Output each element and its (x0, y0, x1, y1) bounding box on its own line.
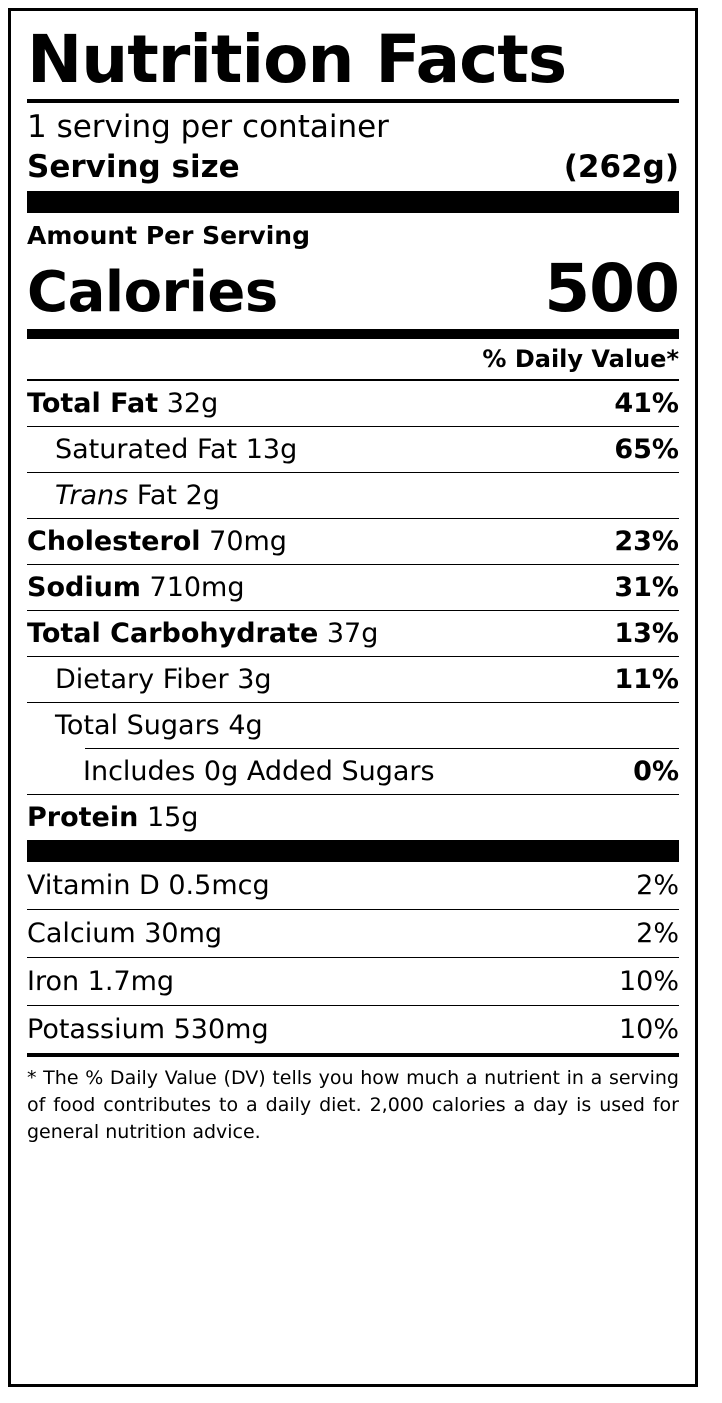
nutrient-amount: Fat 2g (128, 479, 220, 511)
nutrient-row (27, 702, 679, 748)
vitamin-daily-value: 2% (636, 869, 679, 901)
nutrient-daily-value: 31% (614, 571, 679, 603)
calories-label: Calories (27, 259, 278, 325)
vitamin-list (27, 862, 679, 1053)
nutrient-name (27, 710, 263, 741)
servings-per-container: 1 serving per container (27, 109, 389, 145)
vitamin-row (27, 862, 679, 909)
nutrient-name (27, 526, 287, 557)
nutrient-label: Trans (55, 479, 129, 511)
vitamin-daily-value: 10% (618, 965, 679, 997)
serving-size-label: Serving size (27, 148, 240, 185)
nutrient-amount: 32g (158, 387, 219, 419)
nutrient-label: Total Fat (27, 387, 159, 419)
nutrient-name (27, 572, 245, 603)
vitamin-daily-value: 2% (636, 917, 679, 949)
calories-value: 500 (544, 249, 679, 327)
nutrition-facts-label (8, 8, 698, 1387)
nutrient-amount: 4g (219, 709, 263, 741)
nutrient-daily-value: 13% (614, 617, 679, 649)
serving-size-row (27, 149, 679, 191)
nutrient-name (27, 480, 220, 511)
amount-per-serving-label: Amount Per Serving (27, 220, 310, 250)
nutrient-row (27, 749, 679, 794)
vitamin-name: Iron 1.7mg (27, 965, 175, 997)
nutrient-label: Includes 0g Added Sugars (83, 755, 435, 787)
nutrient-amount: 13g (237, 433, 298, 465)
vitamin-name: Calcium 30mg (27, 917, 223, 949)
label-title: Nutrition Facts (27, 21, 567, 98)
daily-value-header: % Daily Value* (482, 344, 679, 373)
nutrient-label: Sodium (27, 571, 141, 603)
nutrient-name (27, 618, 378, 649)
nutrient-name (27, 434, 297, 465)
nutrient-label: Total Carbohydrate (27, 617, 319, 649)
nutrient-label: Cholesterol (27, 525, 201, 557)
nutrient-name (27, 664, 272, 695)
serving-size-value: (262g) (563, 148, 679, 185)
vitamin-daily-value: 10% (618, 1013, 679, 1045)
nutrient-daily-value: 11% (614, 663, 679, 695)
nutrient-amount: 3g (228, 663, 272, 695)
nutrient-daily-value: 0% (633, 755, 679, 787)
nutrient-row (27, 656, 679, 702)
nutrient-row (27, 518, 679, 564)
nutrient-amount: 710mg (140, 571, 245, 603)
footnote-text: * The % Daily Value (DV) tells you how much a nutrient in a serving of food contributes to a daily diet. 2,000 calories a day is used for general nutrition advice. (27, 1066, 679, 1143)
nutrient-daily-value: 65% (614, 433, 679, 465)
nutrient-amount: 15g (138, 801, 199, 833)
nutrient-row (27, 564, 679, 610)
nutrient-amount: 37g (318, 617, 379, 649)
nutrient-daily-value: 23% (614, 525, 679, 557)
nutrient-amount: 70mg (200, 525, 287, 557)
calories-row (27, 250, 679, 329)
nutrient-label: Total Sugars (55, 709, 220, 741)
nutrient-name (27, 802, 198, 833)
nutrient-label: Saturated Fat (55, 433, 238, 465)
vitamin-name: Vitamin D 0.5mcg (27, 869, 270, 901)
nutrient-label: Protein (27, 801, 139, 833)
calories-divider (27, 329, 679, 339)
nutrient-row (27, 610, 679, 656)
nutrient-daily-value: 41% (614, 387, 679, 419)
vitamin-row (27, 909, 679, 957)
nutrient-row (27, 794, 679, 840)
vitamin-row (27, 957, 679, 1005)
nutrient-name (27, 756, 435, 787)
vitamin-name: Potassium 530mg (27, 1013, 269, 1045)
nutrient-row (27, 472, 679, 518)
nutrient-row (27, 426, 679, 472)
vitamin-row (27, 1005, 679, 1053)
protein-divider-thick (27, 840, 679, 862)
nutrient-row (27, 379, 679, 426)
serving-divider-thick (27, 191, 679, 213)
nutrient-list (27, 379, 679, 840)
nutrient-name (27, 388, 218, 419)
nutrient-label: Dietary Fiber (55, 663, 229, 695)
